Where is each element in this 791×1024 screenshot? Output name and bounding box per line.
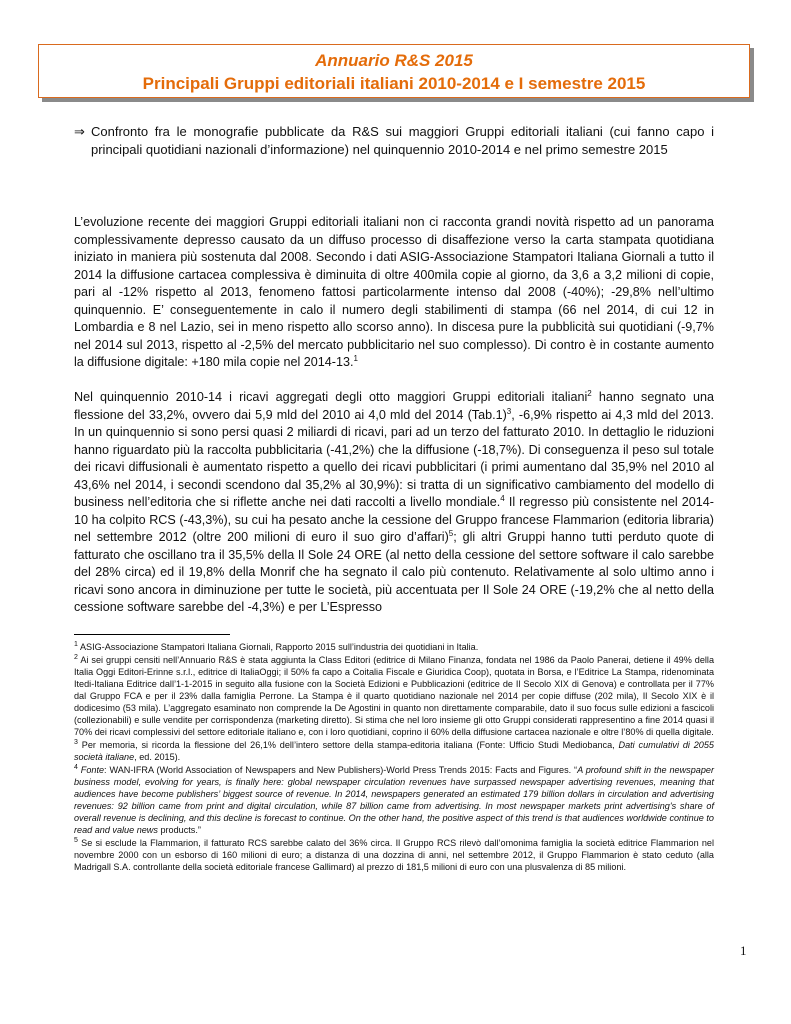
paragraph-2 bbox=[74, 389, 714, 617]
paragraph-2-part4: Il regresso più consistente nel 2014-10 ha colpito RCS (-43,3%), su cui ha pesato anche la cessione del Gruppo francese Flammarion (editoria libraria) nel settembre 2012 (oltre 200 milioni di euro il suo giro d’affari) bbox=[74, 495, 714, 544]
footnotes bbox=[74, 641, 714, 874]
footnote-3-text-b: , ed. 2015). bbox=[134, 752, 181, 762]
document-title: Annuario R&S 2015 bbox=[315, 51, 473, 70]
footnote-1-number: 1 bbox=[74, 640, 78, 648]
footnote-2-text: Ai sei gruppi censiti nell’Annuario R&S è stata aggiunta la Class Editori (editrice di Milano Finanza, fondata nel 1986 da Paolo Panerai, detiene il 49% della Italia Oggi Editori-Erinne s.r.l., editrice di ItaliaOggi; il 50% fa capo a Coitalia Fiscale e Giuridica Coop), quotata in Borsa, e l’Editrice La Stampa, ridenominata Itedi-Italiana Editrice dall’1-1-2015 in seguito alla fusione con la Società Edizioni e Pubblicazioni (editrice de Il Secolo XIX di Genova) e controllata per il 77% dal Gruppo FCA e per il 23% dalla famiglia Perrone. La Stampa è il quarto quotidiano nazionale nel 2014 per copie diffuse (202 mila), Il Secolo XIX è il dodicesimo (53 mila). L’aggregato esaminato non comprende la De Agostini in quanto non direttamente comparabile, dato il suo focus sulle edizioni a fascicoli (collezionabili) e sulle vendite per corrispondenza (marketing diretto). Si stima che nel loro insieme gli otto Gruppi considerati rappresentino a fine 2014 quasi il 70% dei ricavi complessivi del settore editoriale italiano e, con i loro quotidiani, coprino il 60% della diffusione cartacea nazionale e oltre l’80% di quella digitale. bbox=[74, 655, 714, 737]
document-subtitle: Principali Gruppi editoriali italiani 2010-2014 e I semestre 2015 bbox=[142, 74, 646, 93]
footnote-4-number: 4 bbox=[74, 763, 78, 771]
footnote-1-text: ASIG-Associazione Stampatori Italiana Giornali, Rapporto 2015 sull’industria dei quotidiani in Italia. bbox=[79, 642, 479, 652]
paragraph-2-part5: ; gli altri Gruppi hanno tutti perduto quote di fatturato che oscillano tra il 35,5% della Il Sole 24 ORE (al netto della cessione del settore software il calo sarebbe del 28% circa) ed il 19,8% della Monrif che ha segnato il calo più contenuto. Relativamente al solo ultimo anno i ricavi sono ancora in diminuzione per tutte le società, più accentuata per Il Sole 24 ORE (-19,2% che al netto della cessione software sarebbe del -4,3%) e per L’Espresso bbox=[74, 530, 714, 614]
footnote-ref-1: 1 bbox=[353, 353, 358, 363]
footnote-4-quote: A profound shift in the newspaper business model, evolving for years, is finally here: global newspaper circulation revenues have surpassed newspaper advertising revenues, meaning that audiences have become publishers’ biggest source of revenue. In 2014, newspapers generated an estimated 179 billion dollars in circulation and advertising revenues: 92 billion came from print and digital circulation, while 87 billion came from advertising. In most newspaper markets print advertising's share of overall revenue is declining, and this decline is forecast to continue. On the other hand, the positive aspect of this trend is that audiences worldwide continue to read and value news bbox=[74, 765, 714, 835]
footnote-3-text-a: Per memoria, si ricorda la flessione del 26,1% dell’intero settore della stampa-editoria italiana (Fonte: Ufficio Studi Mediobanca, bbox=[81, 740, 619, 750]
arrow-right-icon: ⇒ bbox=[74, 124, 85, 139]
footnote-4-label: Fonte bbox=[80, 765, 105, 775]
paragraph-1 bbox=[74, 214, 714, 372]
footnote-ref-5: 5 bbox=[448, 528, 454, 538]
paragraph-1-text: L’evoluzione recente dei maggiori Gruppi editoriali italiani non ci racconta grandi novità rispetto ad un panorama complessivamente depresso causato da un diffuso processo di disaffezione verso la carta stampata quotidiana iniziato in maniera più sostenuta dal 2008. Secondo i dati ASIG-Associazione Stampatori Italiana Giornali a tutto il 2014 la diffusione cartacea complessiva è diminuita di oltre 400mila copie al giorno, da 3,6 a 3,2 milioni di copie, pari al -12% rispetto al 2013, fenomeno fattosi particolarmente intenso dal 2008 (-40%); -29,8% nell’ultimo quinquennio. E’ conseguentemente in calo il numero degli stabilimenti di stampa (66 nel 2014, di cui 12 in Lombardia e 8 nel Lazio, sei in meno rispetto allo scorso anno). In discesa pure la pubblicità sui quotidiani (-9,7% nel 2014 sul 2013, rispetto al -2,5% del mercato pubblicitario nel suo complesso). Di contro è in costante aumento la diffusione digitale: +180 mila copie nel 2014-13. bbox=[74, 215, 714, 369]
page-number: 1 bbox=[740, 943, 747, 958]
title-box bbox=[38, 44, 750, 98]
paragraph-2-part3: , -6,9% rispetto ai 4,3 mld del 2013. In un quinquennio si sono persi quasi 2 miliardi di ricavi, pari ad un terzo del fatturato 2010. In dettaglio le riduzioni hanno riguardato più la raccolta pubblicitaria (-41,2%) che la diffusione (-18,7%). Di conseguenza il peso sul totale dei ricavi diffusionali è aumentato rispetto a quello dei ricavi pubblicitari (i primi aumentano dal 35,9% nel 2010 al 43,6% nel 2014, i secondi scendono dal 35,2% al 30,9%): si tratta di un significativo cambiamento del modello di business nell’editoria che si riflette anche nei dati raccolti a livello mondiale. bbox=[74, 407, 714, 509]
paragraph-2-part1: Nel quinquennio 2010-14 i ricavi aggregati degli otto maggiori Gruppi editoriali italiani bbox=[74, 390, 588, 404]
footnote-3 bbox=[74, 739, 714, 763]
footnote-5-text: Se si esclude la Flammarion, il fatturato RCS sarebbe calato del 36% circa. Il Gruppo RCS rilevò dall’omonima famiglia la società editrice Flammarion nel novembre 2000 con un esborso di 160 milioni di euro; a distanza di una dozzina di anni, nel settembre 2012, il Gruppo Flammarion è stato ceduto (alla Madrigall S.A. controllante della società editoriale francese Gallimard) al prezzo di 181,5 milioni di euro con una plusvalenza di 85 milioni. bbox=[74, 838, 714, 872]
footnote-5 bbox=[74, 837, 714, 873]
footnote-ref-2: 2 bbox=[587, 388, 592, 398]
footnote-4-text-b: products.” bbox=[157, 825, 201, 835]
footnote-3-text-italic: Dati cumulativi di 2055 società italiane bbox=[74, 740, 714, 762]
footnote-ref-4: 4 bbox=[500, 493, 505, 503]
footnote-4 bbox=[74, 764, 714, 836]
footnote-2 bbox=[74, 654, 714, 738]
lead-text: Confronto fra le monografie pubblicate da R&S sui maggiori Gruppi editoriali italiani (cui fanno capo i principali quotidiani nazionali d’informazione) nel quinquennio 2010-2014 e nel primo semestre 2015 bbox=[91, 124, 714, 157]
footnote-ref-3: 3 bbox=[506, 406, 512, 416]
footnote-5-number: 5 bbox=[74, 836, 78, 844]
paragraph-2-part2: hanno segnato una flessione del 33,2%, ovvero dai 5,9 mld del 2010 ai 4,0 mld del 2014 (Tab.1) bbox=[74, 390, 714, 422]
footnote-1 bbox=[74, 641, 714, 653]
footnote-2-number: 2 bbox=[74, 653, 78, 661]
footnote-separator bbox=[74, 634, 230, 635]
lead-bullet bbox=[74, 123, 714, 158]
footnote-3-number: 3 bbox=[74, 738, 78, 746]
footnote-4-text-a: : WAN-IFRA (World Association of Newspapers and New Publishers)-World Press Trends 2015: Facts and Figures. “ bbox=[104, 765, 578, 775]
